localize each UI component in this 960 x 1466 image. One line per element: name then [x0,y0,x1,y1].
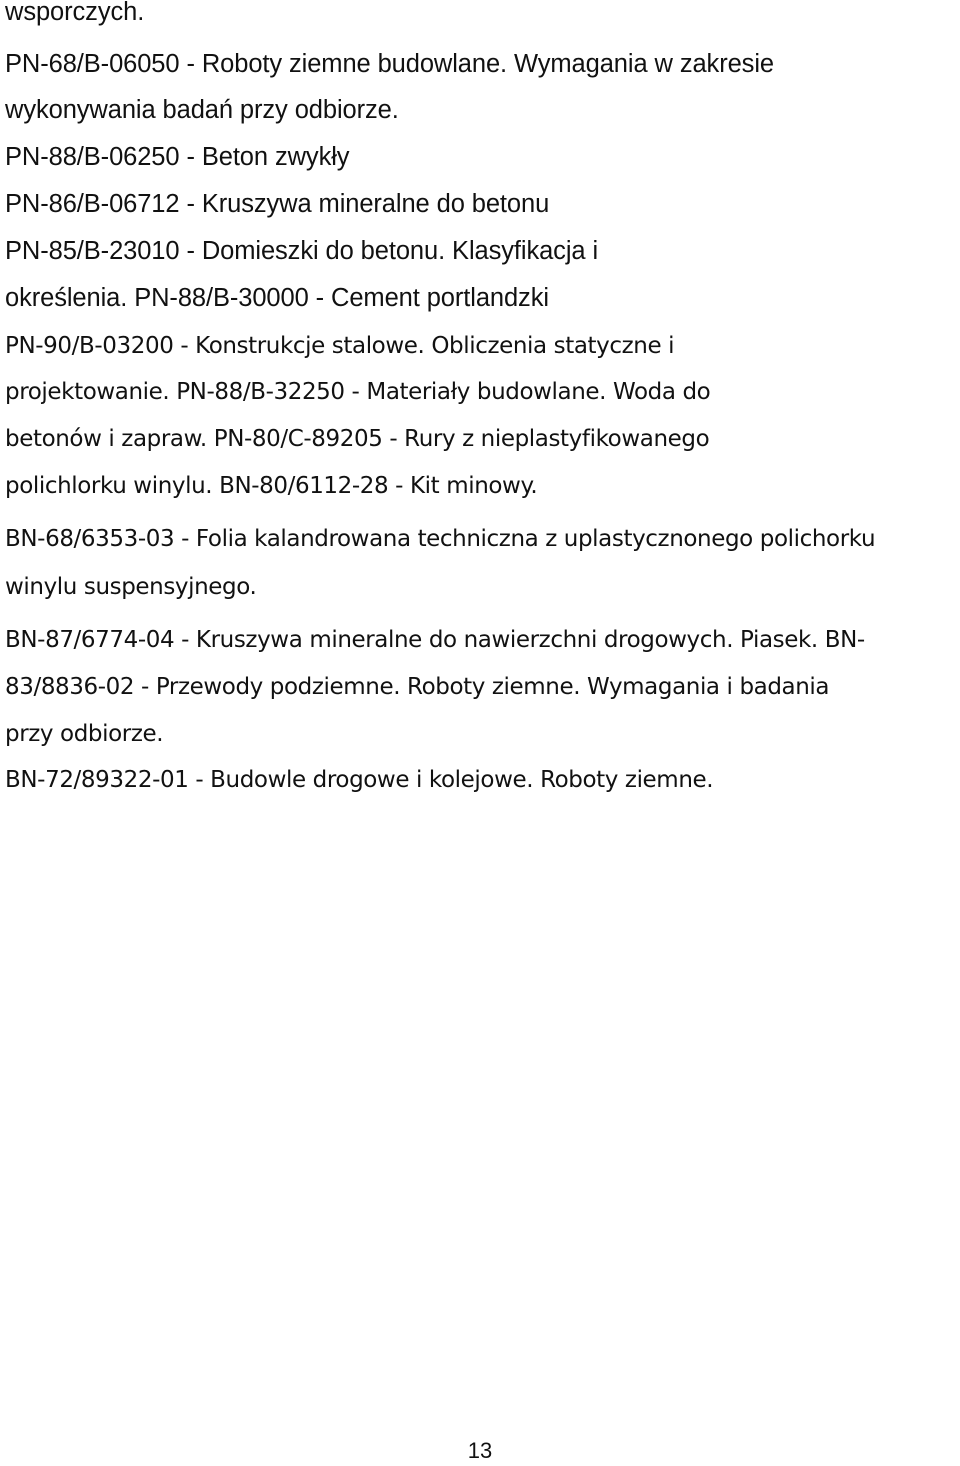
text-line: przy odbiorze. [5,721,164,747]
page-number: 13 [467,1438,493,1463]
text-line: PN-86/B-06712 - Kruszywa mineralne do betonu [5,190,550,218]
text-line: betonów i zapraw. PN-80/C-89205 - Rury z nieplastyfikowanego [5,426,710,452]
text-line: PN-85/B-23010 - Domieszki do betonu. Klasyfikacja i [5,237,599,265]
text-line: 83/8836-02 - Przewody podziemne. Roboty ziemne. Wymagania i badania [5,674,830,700]
text-line: BN-87/6774-04 - Kruszywa mineralne do nawierzchni drogowych. Piasek. BN- [5,627,865,653]
text-line: wykonywania badań przy odbiorze. [5,96,399,124]
text-line: BN-72/89322-01 - Budowle drogowe i kolejowe. Roboty ziemne. [5,767,714,793]
text-line: projektowanie. PN-88/B-32250 - Materiały budowlane. Woda do [5,379,711,405]
text-line: winylu suspensyjnego. [5,574,257,600]
text-line: PN-90/B-03200 - Konstrukcje stalowe. Obliczenia statyczne i [5,333,675,359]
text-line: BN-68/6353-03 - Folia kalandrowana techniczna z uplastycznonego polichorku [5,526,876,552]
text-line: wsporczych. [5,0,145,26]
text-line: polichlorku winylu. BN-80/6112-28 - Kit minowy. [5,473,538,499]
text-line: określenia. PN-88/B-30000 - Cement portlandzki [5,284,549,312]
text-line: PN-68/B-06050 - Roboty ziemne budowlane. Wymagania w zakresie [5,50,774,78]
text-line: PN-88/B-06250 - Beton zwykły [5,143,350,171]
